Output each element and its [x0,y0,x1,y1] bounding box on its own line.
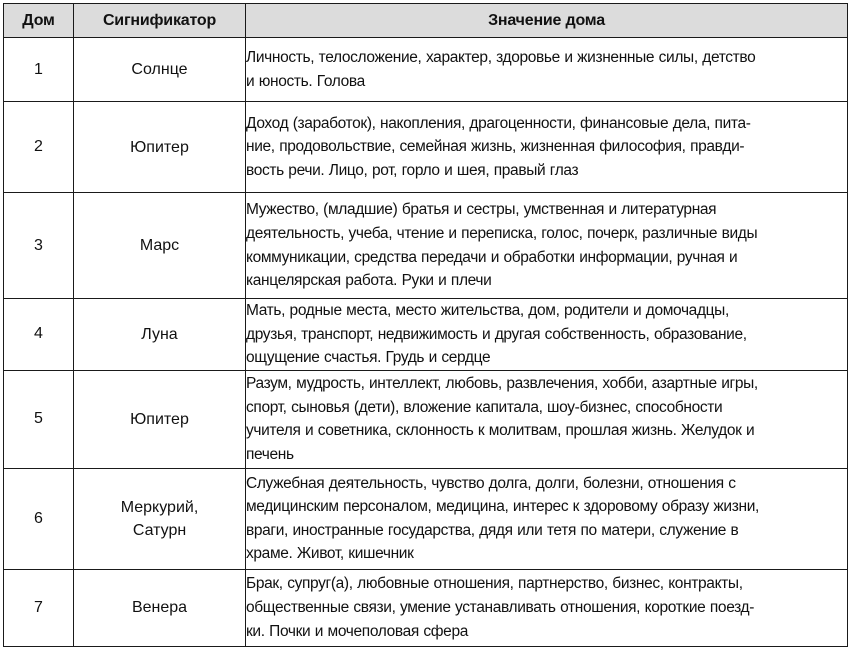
header-row [4,4,848,38]
house-number: 4 [4,299,74,371]
meaning-line: общественные связи, умение устанавливать отношения, короткие поезд- [246,598,755,616]
meaning-cell [246,193,848,299]
meaning-line: и юность. Голова [246,72,365,90]
meaning-line: друзья, транспорт, недвижимость и другая собственность, образование, [246,325,747,343]
significator-cell [74,569,246,646]
meaning-line: Служебная деятельность, чувство долга, долги, болезни, отношения с [246,474,736,492]
significator-cell [74,468,246,569]
significator-line: Юпитер [130,410,189,428]
meaning-line: Доход (заработок), накопления, драгоценности, финансовые дела, пита- [246,114,751,132]
meaning-cell [246,38,848,102]
meaning-cell [246,569,848,646]
houses-table [3,3,848,647]
house-number: 7 [4,569,74,646]
header-significator: Сигнификатор [74,4,246,38]
table-row [4,569,848,646]
meaning-line: учителя и советника, склонность к молитвам, прошлая жизнь. Желудок и [246,422,755,440]
significator-cell [74,193,246,299]
meaning-cell [246,102,848,193]
meaning-line: вость речи. Лицо, рот, горло и шея, правый глаз [246,161,579,179]
house-number: 3 [4,193,74,299]
significator-line: Солнце [131,61,188,78]
table-row [4,193,848,299]
table-row [4,299,848,371]
significator-cell [74,102,246,193]
meaning-line: коммуникации, средства передачи и обработки информации, ручная и [246,248,738,266]
house-number: 1 [4,38,74,102]
meaning-line: деятельность, учеба, чтение и переписка, голос, почерк, различные виды [246,224,758,242]
table-row [4,370,848,468]
significator-cell [74,299,246,371]
house-number: 5 [4,370,74,468]
meaning-cell [246,299,848,371]
meaning-cell [246,468,848,569]
meaning-line: Мужество, (младшие) братья и сестры, умственная и литературная [246,201,717,219]
meaning-line: ки. Почки и мочеполовая сфера [246,622,468,640]
header-meaning: Значение дома [246,4,848,38]
meaning-line: Разум, мудрость, интеллект, любовь, развлечения, хобби, азартные игры, [246,375,758,393]
meaning-line: медицинским персоналом, медицина, интерес к здоровому образу жизни, [246,498,759,516]
significator-line: Луна [141,325,178,343]
significator-line: Юпитер [130,138,189,156]
meaning-line: ние, продовольствие, семейная жизнь, жизненная философия, правди- [246,138,745,156]
significator-line: Сатурн [132,521,187,539]
house-number: 2 [4,102,74,193]
meaning-line: враги, иностранные государства, дядя или тетя по матери, служение в [246,521,739,539]
table-row [4,102,848,193]
header-house: Дом [4,4,74,38]
meaning-line: Брак, супруг(а), любовные отношения, партнерство, бизнес, контракты, [246,575,743,593]
meaning-line: храме. Живот, кишечник [246,545,414,563]
meaning-line: Мать, родные места, место жительства, дом, родители и домочадцы, [246,302,729,319]
meaning-line: Личность, телосложение, характер, здоровье и жизненные силы, детство [246,48,756,66]
meaning-line: канцелярская работа. Руки и плечи [246,272,492,290]
significator-line: Меркурий, [120,498,199,516]
meaning-line: печень [246,445,294,463]
table-row [4,38,848,102]
significator-cell [74,38,246,102]
significator-line: Марс [139,237,180,254]
significator-cell [74,370,246,468]
meaning-line: ощущение счастья. Грудь и сердце [246,349,491,367]
table-row [4,468,848,569]
house-number: 6 [4,468,74,569]
significator-line: Венера [131,599,188,617]
meaning-line: спорт, сыновья (дети), вложение капитала, шоу-бизнес, способности [246,398,723,416]
meaning-cell [246,370,848,468]
